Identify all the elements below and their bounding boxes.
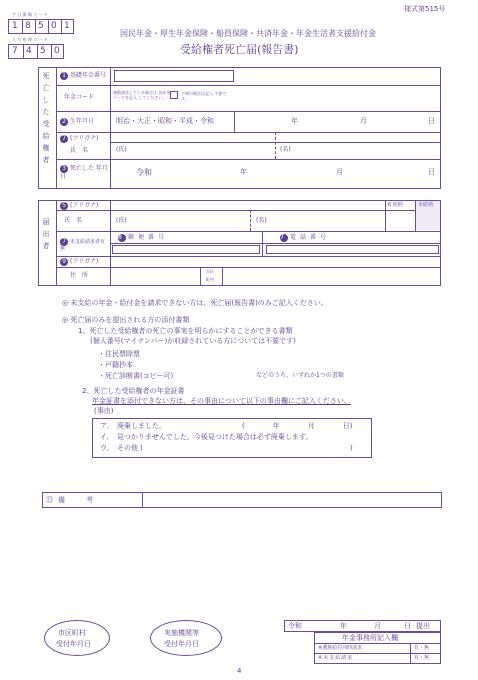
reason-c-close: ) [350,444,353,452]
deceased-side-label: 死亡した受給権者 [42,72,50,168]
page-number: 4 [237,667,242,675]
office-row2-label: ※未支給請求 [318,655,354,661]
birthdate-day: 日 [428,117,435,125]
note-1: ◎ 未支給の年金・給付金を請求できない方は、死亡届(報告書)のみご記入ください。 [62,299,328,307]
phone-label: 7 電話番号 [280,234,331,241]
code-digit-1d: 0 [51,21,57,31]
agency-stamp-line2: 受付年月日 [164,640,199,648]
form-id: 様式第515号 [404,5,446,13]
name-furigana-label: 7 (フリガナ) [60,135,98,143]
bullet-1: ・住民票除票 [98,350,140,358]
city-stamp [44,620,110,656]
note-item-2: 2、死亡した受給権者の年金証書 [82,387,185,395]
office-title: 年金事務所記入欄 [342,634,398,642]
reporter-side-label: 届出者 [42,218,50,254]
form-title: 受給権者死亡届(報告書) [180,43,299,56]
birthdate-year: 年 [291,117,298,125]
code-digit-1b: 8 [25,21,31,31]
submission-month: 月 [374,622,381,630]
basic-pension-number-label: 1 基礎年金番号 [60,72,106,80]
agency-stamp [150,620,222,656]
reason-b: イ、 見つかりませんでした。今後見つけた場合は必ず廃棄します。 [100,433,313,441]
unpaid-label: 7 未支給請求者有無 [60,238,106,252]
remarks-num: ㉒ [46,496,53,504]
remarks-label: 備 考 [58,496,93,504]
code-box-label-2: 入 力 処 理 コ ー ド [12,37,48,42]
code-digit-1e: 1 [64,21,70,31]
address-sub2: 町村 [206,277,214,282]
reason-a-date: ( 年 月 日) [242,422,353,430]
reason-c: ウ、 その他 ( [100,444,143,452]
reporter-family: (氏) [116,217,127,224]
birthdate-label: 2 生年月日 [60,118,94,126]
birthdate-month: 月 [360,117,367,125]
submission-suffix: 提出 [416,622,430,630]
death-date-month: 月 [336,168,343,176]
note-item-1: 1、死亡した受給権者の死亡の事実を明らかにすることができる書類 [78,327,293,335]
code-digit-2b: 4 [26,46,32,56]
office-row2-value: 有・無 [414,655,430,661]
office-row1-label: ※遺族給付同時請求 [318,645,363,651]
submission-day: 日 [404,622,411,630]
relationship-unset: 未続柄 [418,202,434,208]
address-furigana-label: 9 (フリガナ) [60,258,98,266]
postal-field[interactable] [112,245,260,254]
phone-field[interactable] [266,245,439,254]
note-item-1-sub: (個人番号(マイナンバー)が収録されている方については不要です) [90,337,296,345]
name-label: 氏 名 [70,147,89,154]
address-label: 住 所 [70,272,89,279]
code-digit-1a: 1 [12,21,25,31]
office-row1-value: 有・無 [414,645,430,651]
pension-code-checkbox[interactable] [170,91,178,99]
address-sub1: 市区 [206,269,214,274]
name-family: (氏) [116,146,127,153]
code-digit-2c: 5 [40,46,46,56]
code-digit-1c: 5 [38,21,44,31]
submission-era: 令和 [288,622,302,630]
agency-stamp-line1: 実施機関等 [164,629,199,637]
pension-code-note1: 複数請求している場合は 各年金コードを記入 してください。 [113,90,171,100]
pension-code-note2: 不明の場合は記入 不要です。 [181,91,227,101]
death-date-era: 令和 [136,168,152,177]
note-2-title: ◎ 死亡届のみを提出される方の添付書類 [62,316,190,324]
death-date-year: 年 [240,168,247,176]
reason-label: (事由) [94,407,114,415]
reason-a: ア、 廃棄しました。 [100,422,166,430]
submission-year: 年 [340,622,347,630]
basic-pension-number-field[interactable] [114,70,234,82]
postal-label: 8 郵便番号 [118,234,169,241]
bullet-2: ・戸籍抄本 [98,361,133,369]
code-digit-2a: 7 [12,46,18,56]
relationship-label: 6 続柄 [388,202,403,208]
note-item-2-sub: 年金証書を添付できない方は、その事由について以下の事由欄にご記入ください。 [92,397,351,405]
name-given: (名) [280,146,291,153]
pension-code-label: 年金コード [64,94,95,101]
bullet-3: ・死亡診断書(コピー可) [98,372,174,380]
bullets-note: などのうち、いずれか1つの書類 [256,372,344,379]
reporter-furigana-label: 5 (フリガナ) [60,202,98,210]
remarks-box [42,492,442,508]
death-date-label: 3 死亡した 年月日 [60,165,108,180]
city-stamp-line2: 受付年月日 [56,640,91,648]
form-subtitle: 国民年金・厚生年金保険・船員保険・共済年金・年金生活者支援給付金 [120,29,376,38]
death-date-day: 日 [428,168,435,176]
city-stamp-line1: 市区町村 [58,629,86,637]
code-digit-2d: 0 [54,46,60,56]
reporter-given: (名) [256,217,267,224]
reporter-name-label: 氏 名 [64,217,83,224]
birthdate-eras: 明治・大正・昭和・平成・令和 [116,117,214,125]
code-box-label-1: 手 日 番 類 コ ー ド [12,12,48,17]
